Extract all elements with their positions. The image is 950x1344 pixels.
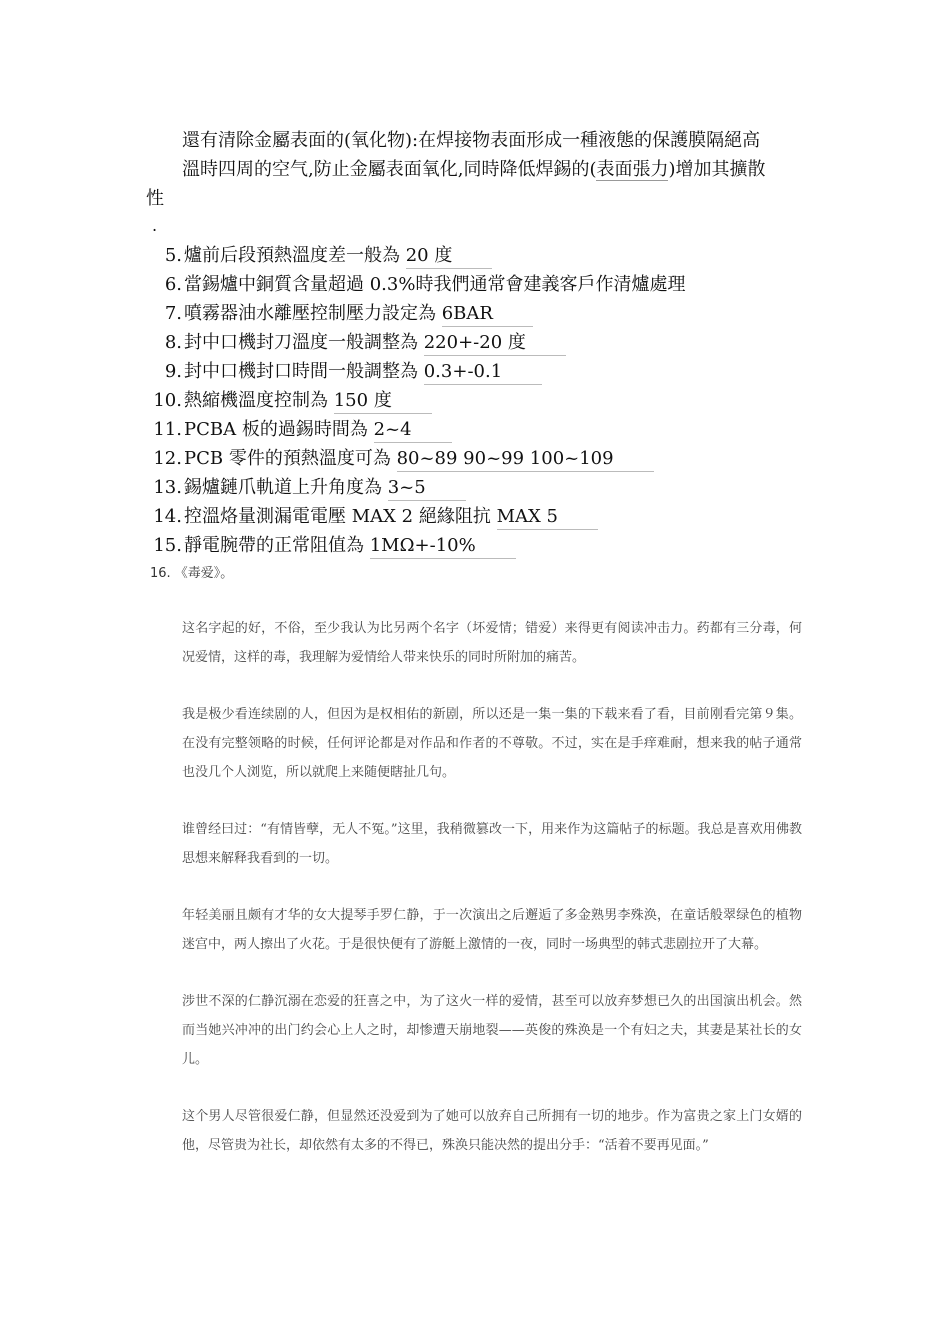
list-item-value: 2~4 [374,418,452,443]
list-item [150,444,850,473]
list-item-number: 5. [164,245,182,266]
stray-dot: . [152,216,158,235]
list-item-number: 10. [153,390,182,411]
list-item-value: 6BAR [442,302,533,327]
intro-line-2-part-c: )增加其擴散 [668,159,766,180]
review-paragraph: 我是极少看连续剧的人，但因为是权相佑的新剧，所以还是一集一集的下载来看了看，目前刚看完第９集。在没有完整领略的时候，任何评论都是对作品和作者的不尊敬。不过，实在是手痒难耐，想来我的帖子通常也没几个人浏览，所以就爬上来随便瞎扯几句。 [182,707,802,780]
intro-line-2 [146,155,826,184]
list-item-text: 熱縮機溫度控制為 [184,390,334,411]
list-item-number: 9. [164,361,182,382]
list-item [150,299,850,328]
list-item-text: PCBA 板的過錫時間為 [184,419,374,440]
list-item [150,415,850,444]
intro-underlined-term: 表面張力 [596,159,669,180]
review-paragraph: 这名字起的好，不俗，至少我认为比另两个名字（坏爱情；错爱）来得更有阅读冲击力。药都有三分毒，何况爱情，这样的毒，我理解为爱情给人带来快乐的同时所附加的痛苦。 [182,621,802,665]
list-item-text: 《毒爱》。 [174,566,234,581]
review-paragraph: 谁曾经曰过：“有情皆孽，无人不冤。”这里，我稍微篡改一下，用来作为这篇帖子的标题。我总是喜欢用佛教思想来解释我看到的一切。 [182,822,802,866]
list-item-value: 20 度 [406,244,493,269]
list-item [150,328,850,357]
list-item-text: 封中口機封刀溫度一般調整為 [184,332,424,353]
list-item-number: 16. [150,566,171,581]
list-item-text: 錫爐鏈爪軌道上升角度為 [184,477,388,498]
list-item-number: 12. [153,448,182,469]
list-item [150,241,850,270]
list-item-number: 6. [164,274,182,295]
list-item [150,357,850,386]
list-item [150,531,850,560]
list-item-text: 控溫烙量測漏電電壓 MAX 2 絕緣阻抗 [184,506,497,527]
list-item-value: 3~5 [388,476,466,501]
intro-line-1: 還有清除金屬表面的(氧化物):在焊接物表面形成一種液態的保護膜隔絕高 [182,130,761,151]
list-item-text: 爐前后段預熱溫度差一般為 [184,245,406,266]
review-paragraph: 这个男人尽管很爱仁静，但显然还没爱到为了她可以放弃自己所拥有一切的地步。作为富贵之家上门女婿的他，尽管贵为社长，却依然有太多的不得已，殊涣只能决然的提出分手：“活着不要再见面。” [182,1109,802,1153]
list-item-text: 噴霧器油水離壓控制壓力設定為 [184,303,442,324]
list-item [150,386,850,415]
list-item-text: PCB 零件的預熱溫度可為 [184,448,397,469]
review-paragraph: 涉世不深的仁静沉溺在恋爱的狂喜之中，为了这火一样的爱情，甚至可以放弃梦想已久的出国演出机会。然而当她兴冲冲的出门约会心上人之时，却惨遭天崩地裂——英俊的殊涣是一个有妇之夫，其妻是某社长的女儿。 [182,994,802,1067]
list-item-value: 1MΩ+-10% [370,534,516,559]
intro-paragraph [146,126,826,213]
list-item-number: 7. [164,303,182,324]
list-item-16 [150,562,233,581]
list-item-value: MAX 5 [497,505,598,530]
numbered-list [150,241,850,560]
list-item-value: 220+-20 度 [424,331,566,356]
list-item-number: 14. [153,506,182,527]
list-item-value: 80~89 90~99 100~109 [397,447,654,472]
list-item-number: 8. [164,332,182,353]
list-item-text: 當錫爐中銅質含量超過 0.3%時我們通常會建義客戶作清爐處理 [184,274,686,295]
review-paragraphs [182,614,802,1188]
list-item [150,270,850,299]
review-paragraph: 年轻美丽且颇有才华的女大提琴手罗仁静，于一次演出之后邂逅了多金熟男李殊涣，在童话般翠绿色的植物迷宫中，两人擦出了火花。于是很快便有了游艇上激情的一夜，同时一场典型的韩式悲剧拉开了大幕。 [182,908,802,952]
list-item [150,473,850,502]
intro-line-3: 性 [146,188,164,209]
list-item-value: 150 度 [334,389,432,414]
list-item-value: 0.3+-0.1 [424,360,542,385]
list-item-text: 封中口機封口時間一般調整為 [184,361,424,382]
list-item [150,502,850,531]
list-item-text: 靜電腕帶的正常阻值為 [184,535,370,556]
intro-line-2-part-a: 溫時四周的空气,防止金屬表面氧化,同時降低焊錫的( [182,159,597,180]
list-item-number: 13. [153,477,182,498]
list-item-number: 11. [153,419,182,440]
list-item-number: 15. [153,535,182,556]
